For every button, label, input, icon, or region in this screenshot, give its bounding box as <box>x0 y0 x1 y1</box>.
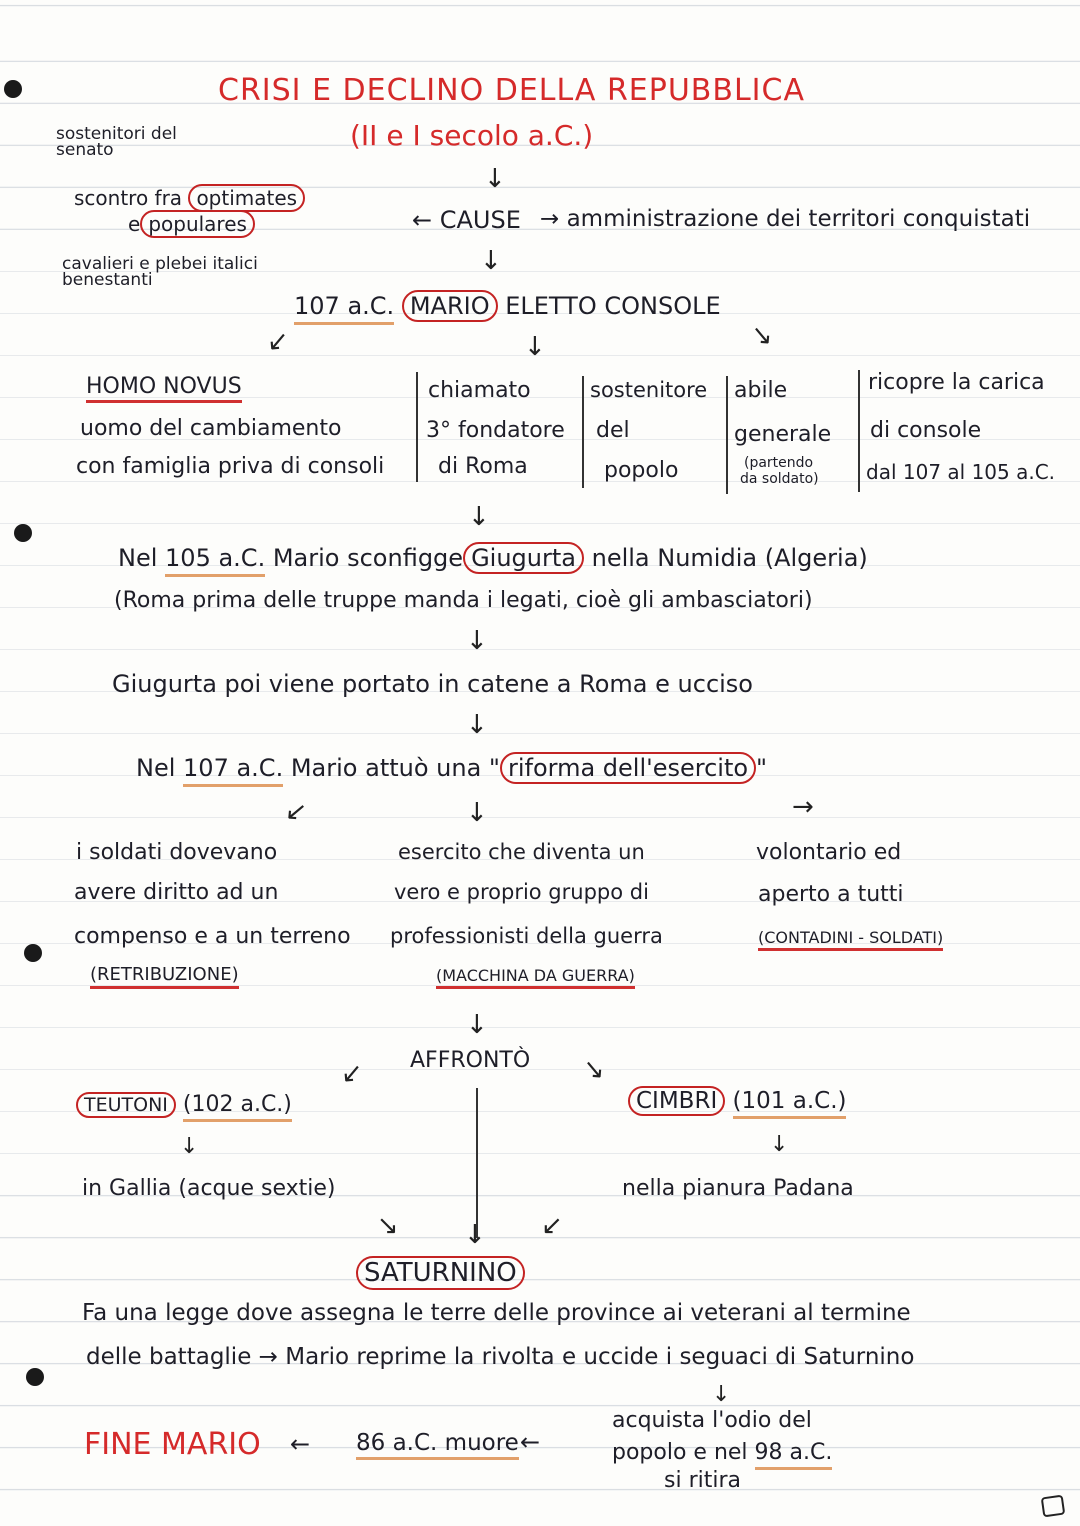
teutoni-name: TEUTONI <box>76 1092 176 1118</box>
reform-middle: Mario attuò una " <box>290 754 500 782</box>
jugurtha-line <box>118 546 868 570</box>
saturnino-line2: delle battaglie → Mario reprime la rivolta e uccide i seguaci di Saturnino <box>86 1344 915 1370</box>
reform-left-line3: compenso e a un terreno <box>74 924 351 949</box>
binder-hole <box>26 1368 44 1386</box>
consul-line2: di console <box>870 418 982 443</box>
binder-hole <box>24 944 42 962</box>
cimbri-year: (101 a.C.) <box>733 1088 847 1119</box>
elected-console-text: ELETTO CONSOLE <box>505 292 721 320</box>
homo-novus-heading: HOMO NOVUS <box>86 376 242 403</box>
and-word: e <box>128 212 141 236</box>
column-divider <box>858 370 860 492</box>
saturnino-line1: Fa una legge dove assegna le terre delle province ai veterani al termine <box>82 1300 911 1326</box>
causes-label: ← CAUSE <box>412 206 521 234</box>
binder-hole <box>14 524 32 542</box>
populares-label: populares <box>140 210 255 238</box>
down-arrow-icon: ↓ <box>480 246 502 276</box>
right-arrow-icon: → <box>792 792 814 822</box>
down-arrow-icon: ↓ <box>466 710 488 740</box>
reform-right-line3: (CONTADINI - SOLDATI) <box>758 930 943 951</box>
retirement-year: 98 a.C. <box>755 1440 833 1470</box>
reform-left-line4: (RETRIBUZIONE) <box>90 966 239 989</box>
mario-elected-year: 107 a.C. <box>294 292 394 325</box>
page-corner-icon <box>1041 1495 1066 1518</box>
reform-center-line4: (MACCHINA DA GUERRA) <box>436 968 635 989</box>
reform-right-line1: volontario ed <box>756 840 902 865</box>
called-line3: di Roma <box>438 454 528 479</box>
down-arrow-icon: ↓ <box>712 1382 731 1407</box>
homo-novus-line1: uomo del cambiamento <box>80 416 342 441</box>
general-line2: generale <box>734 422 832 447</box>
page-subtitle: (II e I secolo a.C.) <box>350 119 594 152</box>
reform-center-line2: vero e proprio gruppo di <box>394 880 649 904</box>
teutoni-line <box>76 1094 292 1116</box>
homo-novus-line2: con famiglia priva di consoli <box>76 454 385 479</box>
down-arrow-icon: ↓ <box>466 1010 488 1040</box>
down-arrow-icon: ↓ <box>484 164 506 194</box>
down-arrow-icon: ↓ <box>466 626 488 656</box>
down-left-arrow-icon: ↓ <box>258 324 295 362</box>
reform-center-line1: esercito che diventa un <box>398 840 645 864</box>
down-arrow-icon: ↓ <box>770 1132 789 1157</box>
down-arrow-icon: ↓ <box>466 798 488 828</box>
column-divider <box>726 376 728 494</box>
teutoni-place: in Gallia (acque sextie) <box>82 1176 336 1201</box>
down-right-arrow-icon: ↓ <box>576 1052 613 1090</box>
reform-left-line1: i soldati dovevano <box>76 840 278 865</box>
hate-line2-prefix: popolo e nel <box>612 1440 748 1465</box>
reform-right-line2: aperto a tutti <box>758 882 904 907</box>
down-left-arrow-icon: ↓ <box>532 1208 570 1246</box>
jugurtha-note: (Roma prima delle truppe manda i legati, cioè gli ambasciatori) <box>114 588 813 613</box>
clash-note <box>74 188 305 208</box>
affronto-label: AFFRONTÒ <box>410 1048 531 1073</box>
left-arrow-icon: ← <box>290 1430 311 1458</box>
supporter-line2: del <box>596 418 630 443</box>
knights-note: cavalieri e plebei italici benestanti <box>62 254 258 291</box>
down-arrow-icon: ↓ <box>464 1220 486 1250</box>
column-divider <box>582 376 584 488</box>
optimates-label: optimates <box>188 184 305 212</box>
reform-prefix: Nel <box>136 754 176 782</box>
column-divider <box>416 372 418 482</box>
down-left-arrow-icon: ↓ <box>332 1056 369 1094</box>
binder-hole <box>4 80 22 98</box>
causes-text: → amministrazione dei territori conquistati <box>540 206 1031 232</box>
reform-left-line2: avere diritto ad un <box>74 880 279 905</box>
page-title: CRISI E DECLINO DELLA REPUBBLICA <box>218 73 805 108</box>
down-arrow-icon: ↓ <box>468 502 490 532</box>
jugurtha-suffix: nella Numidia (Algeria) <box>591 544 868 572</box>
saturnino-name: SATURNINO <box>356 1256 525 1290</box>
teutoni-year: (102 a.C.) <box>183 1092 292 1122</box>
center-connector-line <box>476 1088 478 1238</box>
supporter-line1: sostenitore <box>590 378 708 402</box>
hate-line3: si ritira <box>664 1468 741 1493</box>
down-arrow-icon: ↓ <box>524 332 546 362</box>
reform-line <box>136 756 767 780</box>
down-arrow-icon: ↓ <box>180 1134 199 1159</box>
jugurtha-year: 105 a.C. <box>165 544 265 577</box>
down-left-arrow-icon: ↓ <box>276 795 314 831</box>
fine-mario-label: FINE MARIO <box>84 1427 261 1462</box>
consul-line1: ricopre la carica <box>868 370 1045 395</box>
reform-year: 107 a.C. <box>183 754 283 787</box>
death-text: 86 a.C. muore <box>356 1432 519 1460</box>
jugurtha-middle: Mario sconfigge <box>272 544 464 572</box>
reform-suffix: " <box>756 754 768 782</box>
left-arrow-icon: ← <box>520 1428 541 1456</box>
army-reform-name: riforma dell'esercito <box>500 752 756 784</box>
supporter-line3: popolo <box>604 458 679 483</box>
called-line1: chiamato <box>428 378 531 403</box>
consul-line3: dal 107 al 105 a.C. <box>866 460 1056 484</box>
called-line2: 3° fondatore <box>426 418 565 443</box>
senate-supporters-note: sostenitori del senato <box>56 124 177 161</box>
hate-line2 <box>612 1442 832 1464</box>
hate-line1: acquista l'odio del <box>612 1408 812 1433</box>
jugurtha-name: Giugurta <box>463 542 584 574</box>
clash-prefix: scontro fra <box>74 186 183 210</box>
saturnino-wrap <box>356 1260 525 1286</box>
general-line1: abile <box>734 378 788 403</box>
cimbri-line <box>628 1090 846 1113</box>
general-line3: (partendo <box>744 455 814 471</box>
down-right-arrow-icon: ↓ <box>370 1208 408 1246</box>
reform-center-line3: professionisti della guerra <box>390 924 663 948</box>
cimbri-place: nella pianura Padana <box>622 1176 854 1201</box>
down-right-arrow-icon: ↓ <box>744 318 781 356</box>
jugurtha-prefix: Nel <box>118 544 158 572</box>
general-line4: da soldato) <box>740 471 819 487</box>
mario-elected-line <box>294 294 721 318</box>
mario-name: MARIO <box>402 290 498 322</box>
populares-note <box>128 214 255 234</box>
cimbri-name: CIMBRI <box>628 1086 725 1116</box>
jugurtha-fate: Giugurta poi viene portato in catene a Roma e ucciso <box>112 670 753 698</box>
